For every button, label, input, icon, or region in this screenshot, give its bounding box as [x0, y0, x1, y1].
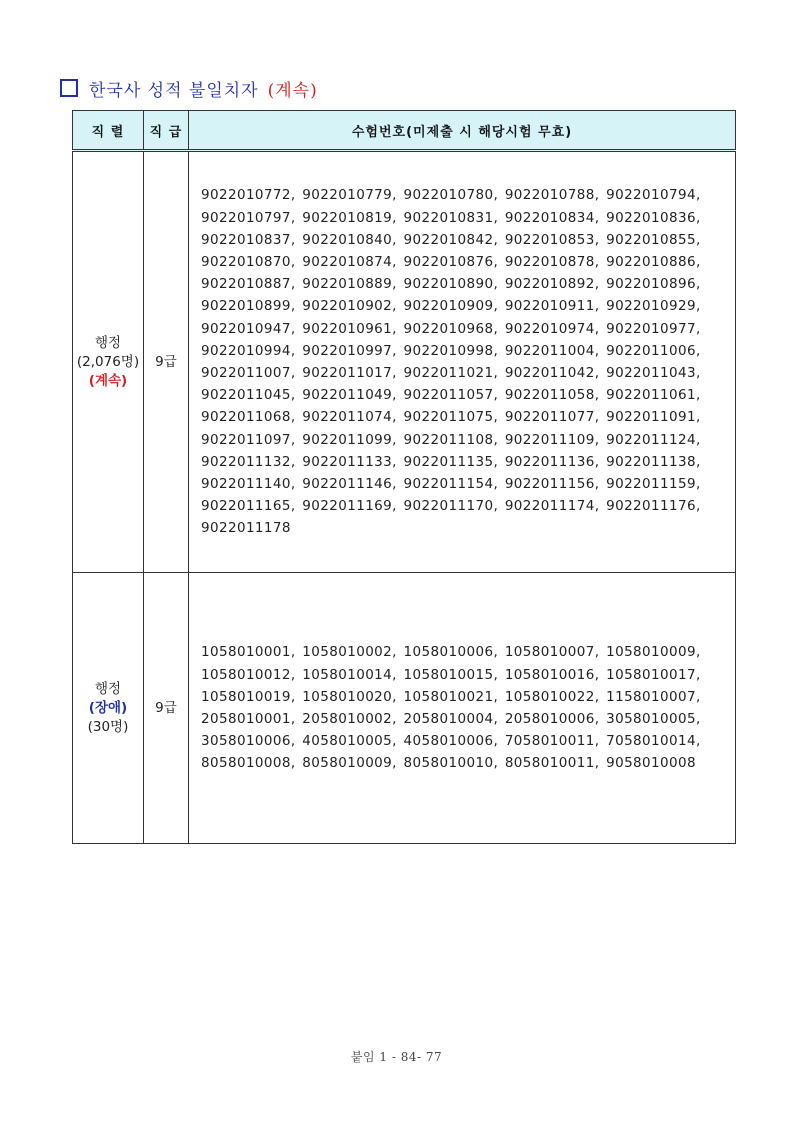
section-heading — [60, 76, 318, 100]
page-footer: 붙임 1 - 84- 77 — [350, 1050, 443, 1064]
grade-cell: 9급 — [144, 151, 189, 573]
table-header-row — [73, 111, 736, 151]
result-table — [72, 110, 736, 844]
header-series: 직 렬 — [73, 111, 144, 151]
series-cell — [73, 573, 144, 844]
checkbox-icon — [60, 79, 78, 97]
header-numbers: 수험번호(미제출 시 해당시험 무효) — [189, 111, 736, 151]
header-grade: 직 급 — [144, 111, 189, 151]
table-row — [73, 573, 736, 844]
series-disability-tag: (장애) — [88, 699, 128, 716]
exam-numbers-cell: 9022010772, 9022010779, 9022010780, 9022010788, 9022010794, 9022010797, 9022010819, 9022010831, 9022010834, 9022010836, 9022010837, 9022010840, 9022010842, 9022010853, 9022010855, 9022010870, 9022010874, 9022010876, 9022010878, 9022010886, 9022010887, 9022010889, 9022010890, 9022010892, 9022010896, 9022010899, 9022010902, 9022010909, 9022010911, 9022010929, 9022010947, 9022010961, 9022010968, 9022010974, 9022010977, 9022010994, 9022010997, 9022010998, 9022011004, 9022011006, 9022011007, 9022011017, 9022011021, 9022011042, 9022011043, 9022011045, 9022011049, 9022011057, 9022011058, 9022011061, 9022011068, 9022011074, 9022011075, 9022011077, 9022011091, 9022011097, 9022011099, 9022011108, 9022011109, 9022011124, 9022011132, 9022011133, 9022011135, 9022011136, 9022011138, 9022011140, 9022011146, 9022011154, 9022011156, 9022011159, 9022011165, 9022011169, 9022011170, 9022011174, 9022011176, 9022011178 — [189, 151, 736, 573]
grade-cell: 9급 — [144, 573, 189, 844]
series-name: 행정 — [94, 680, 122, 697]
series-count: (2,076명) — [76, 353, 140, 370]
table-row — [73, 151, 736, 573]
series-name: 행정 — [94, 334, 122, 351]
exam-numbers-cell: 1058010001, 1058010002, 1058010006, 1058010007, 1058010009, 1058010012, 1058010014, 1058010015, 1058010016, 1058010017, 1058010019, 1058010020, 1058010021, 1058010022, 1158010007, 2058010001, 2058010002, 2058010004, 2058010006, 3058010005, 3058010006, 4058010005, 4058010006, 7058010011, 7058010014, 8058010008, 8058010009, 8058010010, 8058010011, 9058010008 — [189, 573, 736, 844]
series-count: (30명) — [87, 718, 129, 735]
series-continued-tag: (계속) — [88, 372, 128, 389]
heading-continued-label: (계속) — [267, 80, 318, 101]
heading-title: 한국사 성적 불일치자 — [89, 80, 259, 101]
series-cell — [73, 151, 144, 573]
